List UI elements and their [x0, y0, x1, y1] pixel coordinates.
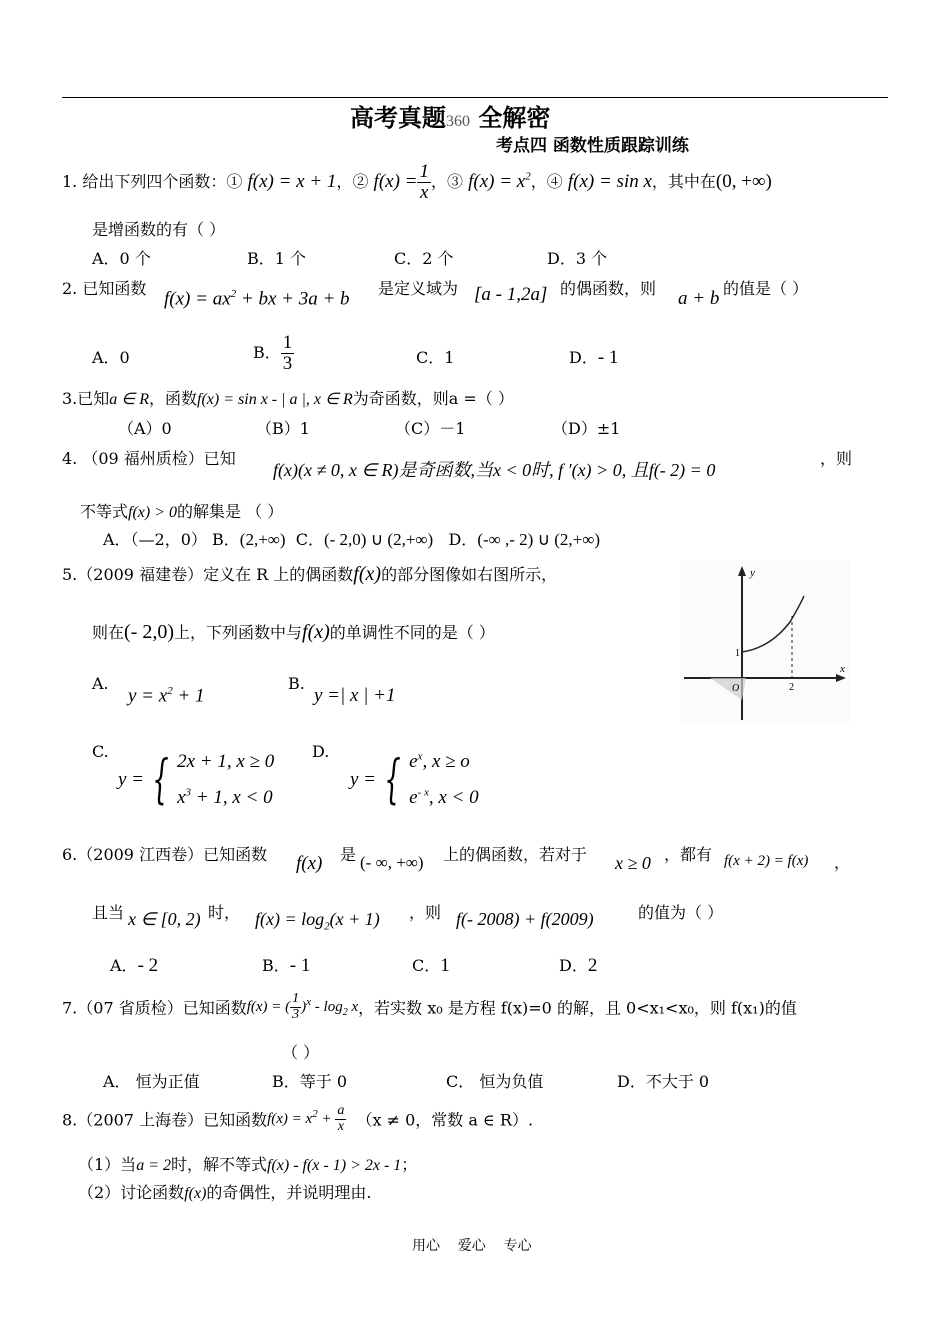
q1-line2: 是增函数的有（ ）: [92, 220, 226, 239]
q5-option-a: $y = x^2 + 1$: [128, 685, 205, 707]
q5-function-graph: [680, 560, 850, 725]
q7-option-c: C． 恒为负值: [446, 1072, 544, 1091]
q6-mid2: 上的偶函数，若对于: [443, 845, 588, 864]
q3-option-b: （B）1: [256, 419, 310, 438]
q7-option-a: A． 恒为正值: [103, 1072, 200, 1091]
q8-part1: （1）当a = 2时，解不等式f(x) - f(x - 1) > 2x - 1；: [78, 1155, 418, 1174]
q5-c-brace: {: [152, 750, 169, 811]
page-subtitle: 考点四 函数性质跟踪训练: [496, 136, 689, 156]
graph-origin-label: O: [732, 683, 740, 694]
q6-interval: (- ∞, +∞): [360, 853, 424, 872]
q4-line2: 不等式f(x) > 0的解集是 （ ）: [80, 502, 284, 521]
q6-fx: f(x): [296, 853, 323, 874]
q6-line2a: 且当: [92, 903, 125, 922]
q7-line1: 7.（07 省质检）已知函数f(x) = ( $\frac{1}{3}$ )$^x - \log_2 x$，若实数 x₀ 是方程 f(x)=0 的解，且 0<x₁<x₀，则 f(x₁)的值: [62, 991, 797, 1022]
q6-option-b: B．- 1: [262, 955, 311, 976]
q5-option-d: y = { $e^x$, x ≥ o $e^{- x}$, x < 0: [350, 750, 479, 811]
q6-option-d: D．2: [559, 955, 598, 976]
q7-paren: （ ）: [282, 1043, 320, 1062]
q6-line2b: 时，: [208, 903, 241, 922]
graph-background: [680, 560, 850, 725]
q2-lead: 2. 已知函数: [62, 279, 147, 298]
q3-option-a: （A）0: [118, 419, 172, 438]
q3-line1: 3.已知a ∈ R，函数f(x) = sin x - | a |, x ∈ R为奇函数，则a =（ ）: [62, 389, 514, 408]
q2-mid: 是定义域为: [378, 279, 459, 298]
q6-lead: 6.（2009 江西卷）已知函数: [62, 845, 268, 864]
q2-function: $f(x) = ax^2$ + bx + 3a + b: [164, 288, 350, 310]
q1-line1: 1. 给出下列四个函数：① f(x) = x + 1，② f(x) = $\frac{1}{x}$ ，③ $f(x) = x^2$，④ f(x) = sin x，其中在(0, +∞): [62, 161, 772, 203]
q2-option-d: D．- 1: [569, 347, 619, 368]
q6-line2c: ，则: [409, 903, 442, 922]
graph-one-label: 1: [735, 648, 740, 659]
q6-option-a: A．- 2: [110, 955, 159, 976]
q2-domain: [a - 1,2a]: [474, 284, 548, 305]
q1-option-c: C．2 个: [394, 249, 454, 268]
q5-d-brace: {: [384, 750, 401, 811]
q6-line2d: 的值为（ ）: [638, 903, 724, 922]
q3-option-d: （D）±1: [552, 419, 621, 438]
q6-log: $f(x) = \log_2(x + 1)$: [255, 909, 380, 933]
page-footer: 用心 爱心 专心: [412, 1238, 532, 1254]
q2-option-a: A．0: [92, 348, 130, 367]
q2-mid2: 的偶函数，则: [560, 279, 657, 298]
q7-option-d: D．不大于 0: [617, 1072, 710, 1091]
q2-option-b: B． $\frac{1}{3}$: [253, 332, 293, 374]
q5-option-d-label: D.: [312, 742, 330, 761]
q1-option-d: D．3 个: [547, 249, 608, 268]
q6-range: x ∈ [0, 2): [128, 909, 201, 929]
q1-option-a: A．0 个: [92, 249, 151, 268]
q1-fraction: $\frac{1}{x}$: [419, 161, 429, 203]
q2-tail: 的值是（ ）: [723, 279, 809, 298]
q5-option-a-label: A.: [92, 674, 109, 693]
q4-lead: 4. （09 福州质检）已知: [62, 449, 236, 468]
q8-line1: 8.（2007 上海卷）已知函数$f(x) = x^2$ + $\frac{a}{x}$ （x ≠ 0，常数 a ∈ R）.: [62, 1103, 534, 1134]
q5-option-c-label: C.: [92, 742, 109, 761]
q3-option-c: （C）－1: [395, 419, 466, 438]
q6-cond: x ≥ 0: [615, 853, 651, 873]
q6-mid3: ，都有: [664, 845, 713, 864]
q2-expr: a + b: [678, 288, 720, 309]
q2-option-c: C．1: [416, 348, 455, 367]
q6-option-c: C．1: [412, 955, 450, 976]
graph-two-label: 2: [789, 682, 794, 693]
graph-x-label: x: [840, 663, 845, 675]
q6-sum: f(- 2008) + f(2009): [456, 909, 594, 929]
q4-condition: f(x)(x ≠ 0, x ∈ R)是奇函数,当x < 0时, f ′(x) > 0, 且f(- 2) = 0: [273, 460, 716, 480]
q6-period: f(x + 2) = f(x): [724, 853, 809, 869]
q4-tail: ，则: [820, 449, 853, 468]
q1-option-b: B．1 个: [247, 249, 307, 268]
page-title: 高考真题360 全解密: [350, 104, 551, 132]
q4-options: A．（—2，0） B．(2,+∞) C．(- 2,0) ∪ (2,+∞) D．(-∞ ,- 2) ∪ (2,+∞): [103, 530, 601, 549]
q7-option-b: B．等于 0: [272, 1072, 348, 1091]
q6-mid: 是: [340, 845, 357, 864]
q5-option-b: y =| x | +1: [314, 685, 396, 706]
q5-option-c: y = { 2x + 1, x ≥ 0 $x^3 + 1$, x < 0: [118, 750, 275, 811]
graph-y-label: y: [750, 567, 755, 579]
q6-end: ，: [834, 853, 851, 872]
q8-part2: （2）讨论函数f(x)的奇偶性，并说明理由.: [78, 1183, 372, 1202]
q5-line1: 5.（2009 福建卷）定义在 R 上的偶函数f(x)的部分图像如右图所示，: [62, 563, 558, 585]
q5-line2: 则在(- 2,0)上，下列函数中与f(x)的单调性不同的是（ ）: [92, 621, 495, 643]
q5-option-b-label: B.: [288, 674, 305, 693]
